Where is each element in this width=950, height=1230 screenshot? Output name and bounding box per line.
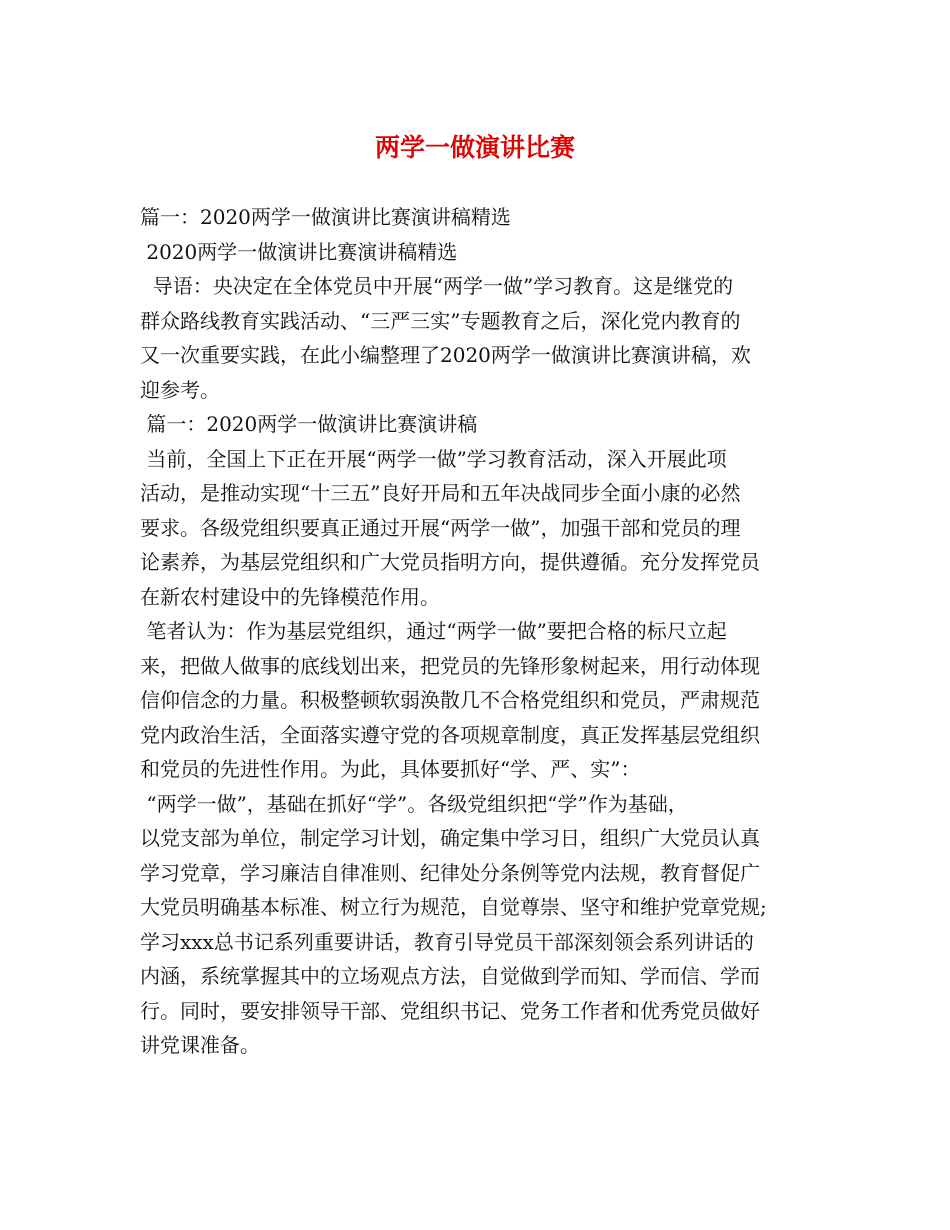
text-line: 迎参考。 bbox=[140, 377, 220, 402]
text-line: 要求。各级党组织要真正通过开展“两学一做”，加强干部和党员的理 bbox=[140, 515, 741, 540]
text-line: “两学一做”，基础在抓好“学”。各级党组织把“学”作为基础， bbox=[140, 791, 688, 816]
text-line: 大党员明确基本标准、树立行为规范，自觉尊崇、坚守和维护党章党规; bbox=[140, 895, 767, 919]
text-line: 笔者认为：作为基层党组织，通过“两学一做”要把合格的标尺立起 bbox=[140, 619, 727, 643]
document-body bbox=[140, 200, 815, 1063]
text-line: 当前，全国上下正在开展“两学一做”学习教育活动，深入开展此项 bbox=[140, 446, 727, 471]
text-line: 篇一：2020两学一做演讲比赛演讲稿 bbox=[140, 412, 478, 436]
text-line: 在新农村建设中的先锋模范作用。 bbox=[140, 584, 440, 609]
text-line: 来，把做人做事的底线划出来，把党员的先锋形象树起来，用行动体现 bbox=[140, 653, 760, 678]
text-line: 学习党章，学习廉洁自律准则、纪律处分条例等党内法规，教育督促广 bbox=[140, 860, 760, 885]
text-line: 群众路线教育实践活动、“三严三实”专题教育之后，深化党内教育的 bbox=[140, 308, 741, 333]
text-line: 行。同时，要安排领导干部、党组织书记、党务工作者和优秀党员做好 bbox=[140, 998, 760, 1023]
text-line: 内涵，系统掌握其中的立场观点方法，自觉做到学而知、学而信、学而 bbox=[140, 964, 760, 988]
text-line: 讲党课准备。 bbox=[140, 1033, 260, 1057]
text-line: 学习xxx总书记系列重要讲话，教育引导党员干部深刻领会系列讲话的 bbox=[140, 929, 754, 954]
text-line: 党内政治生活，全面落实遵守党的各项规章制度，真正发挥基层党组织 bbox=[140, 722, 760, 747]
text-line: 篇一：2020两学一做演讲比赛演讲稿精选 bbox=[140, 205, 511, 229]
text-line: 导语：央决定在全体党员中开展“两学一做”学习教育。这是继党的 bbox=[140, 274, 734, 298]
text-line: 以党支部为单位，制定学习计划，确定集中学习日，组织广大党员认真 bbox=[140, 826, 760, 850]
text-line: 论素养，为基层党组织和广大党员指明方向，提供遵循。充分发挥党员 bbox=[140, 550, 760, 574]
text-line: 活动，是推动实现“十三五”良好开局和五年决战同步全面小康的必然 bbox=[140, 481, 741, 505]
text-line: 和党员的先进性作用。为此，具体要抓好“学、严、实”： bbox=[140, 757, 641, 781]
document-title: 两学一做演讲比赛 bbox=[374, 133, 575, 162]
text-line: 2020两学一做演讲比赛演讲稿精选 bbox=[140, 239, 458, 264]
text-line: 又一次重要实践，在此小编整理了2020两学一做演讲比赛演讲稿，欢 bbox=[140, 343, 751, 367]
text-line: 信仰信念的力量。积极整顿软弱涣散几不合格党组织和党员，严肃规范 bbox=[140, 688, 760, 712]
